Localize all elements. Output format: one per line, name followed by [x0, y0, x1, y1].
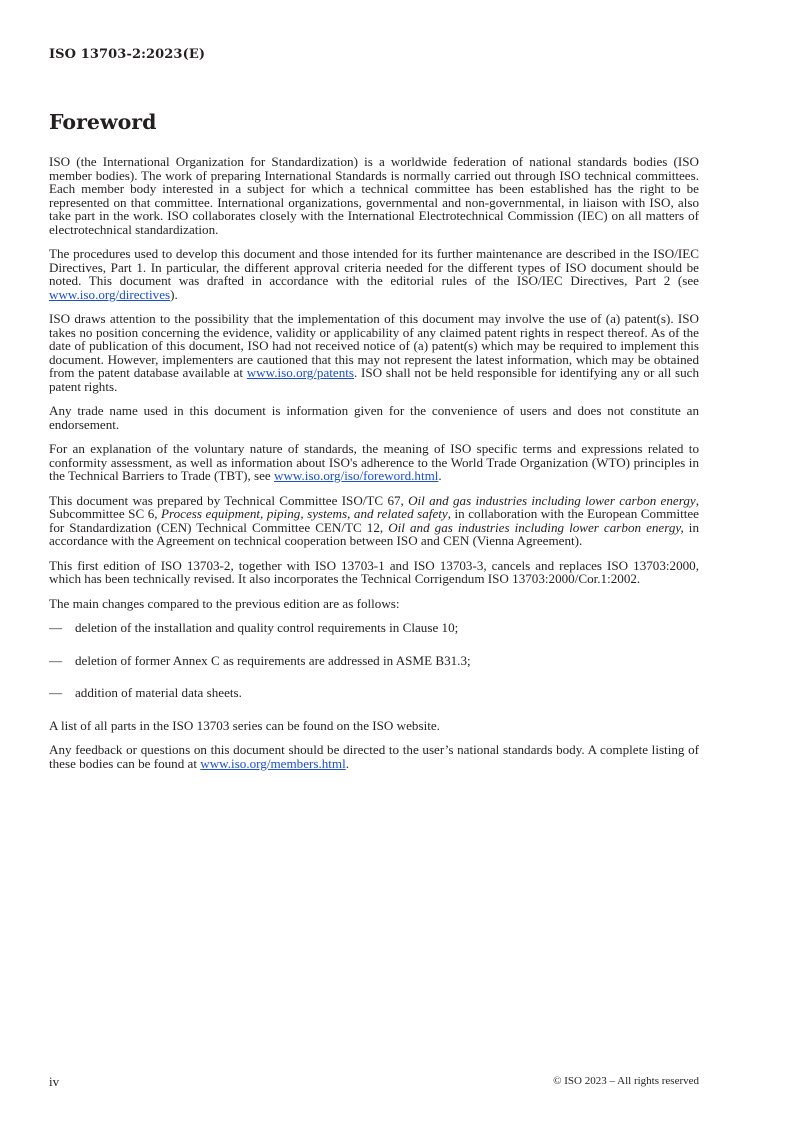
members-link[interactable]: www.iso.org/members.html [200, 755, 346, 771]
paragraph-text: ISO (the International Organization for Standardization) is a worldwide federation of national standards bodies (ISO member bodies). The work of preparing International Standards is normally carried out through ISO technical committees. Each member body interested in a subject for which a technical committee has been established has the right to be represented on that committee. International organizations, governmental and non-governmental, in liaison with ISO, also take part in the work. ISO collaborates closely with the International Electrotechnical Commission (IEC) on all matters of electrotechnical standardization. [49, 154, 699, 237]
dash-bullet: — [49, 620, 63, 635]
paragraph-text: Any feedback or questions on this document should be directed to the user’s national standards body. A complete listing of these bodies can be found at [49, 742, 699, 771]
paragraph-series-parts [49, 719, 699, 733]
list-item-text: addition of material data sheets. [75, 685, 242, 700]
list-item-text: deletion of the installation and quality control requirements in Clause 10; [75, 620, 459, 635]
page-title: Foreword [49, 110, 157, 134]
list-item [49, 686, 699, 700]
page-number: iv [49, 1074, 60, 1089]
paragraph-text: ISO draws attention to the possibility that the implementation of this document may involve the use of (a) patent(s). ISO takes no position concerning the evidence, validity or applicability of any claimed patent rights in respect thereof. As of the date of publication of this document, ISO had not received notice of (a) patent(s) which may be required to implement this document. However, implementers are cautioned that this may not represent the latest information, which may be obtained from the patent database available at [49, 311, 699, 380]
paragraph-patents [49, 312, 699, 393]
paragraph-iso-federation [49, 155, 699, 236]
paragraph-text: ). [170, 286, 178, 302]
paragraph-text: For an explanation of the voluntary nature of standards, the meaning of ISO specific terms and expressions related to conformity assessment, as well as information about ISO's adherence to the World Trade Organization (WTO) principles in the Technical Barriers to Trade (TBT), see [49, 441, 699, 483]
committee-title: Oil and gas industries including lower carbon energy [408, 492, 696, 508]
paragraph-text: Any trade name used in this document is information given for the convenience of users and does not constitute an endorsement. [49, 403, 699, 432]
paragraph-text: . ISO shall not be held responsible for identifying any or all such patent rights. [49, 365, 700, 394]
paragraph-text: This first edition of ISO 13703-2, together with ISO 13703-1 and ISO 13703-3, cancels and replaces ISO 13703:2000, which has been technically revised. It also incorporates the Technical Corrigendum ISO 13703:2000/Cor.1:2002. [49, 557, 699, 586]
paragraph-trade-name [49, 404, 699, 431]
paragraph-voluntary-nature [49, 442, 699, 483]
directives-link[interactable]: www.iso.org/directives [49, 286, 171, 302]
paragraph-feedback [49, 743, 699, 770]
paragraph-text: . [438, 468, 442, 483]
list-item-text: deletion of former Annex C as requirements are addressed in ASME B31.3; [75, 652, 471, 668]
paragraph-text: The procedures used to develop this document and those intended for its further maintenance are described in the ISO/IEC Directives, Part 1. In particular, the different approval criteria needed for the different types of ISO document should be noted. This document was drafted in accordance with the editorial rules of the ISO/IEC Directives, Part 2 (see [49, 246, 699, 288]
patents-link[interactable]: www.iso.org/patents [246, 365, 355, 380]
dash-bullet: — [49, 652, 63, 668]
paragraph-edition [49, 559, 699, 586]
paragraph-procedures [49, 247, 699, 301]
document-id-header: ISO 13703-2:2023(E) [49, 47, 206, 62]
changes-list [49, 621, 699, 700]
list-item [49, 621, 699, 635]
paragraph-text: , in collaboration with the European Committee for Standardization (CEN) Technical Committee CEN/TC 12, [49, 506, 699, 535]
list-item [49, 654, 699, 668]
copyright-notice: © ISO 2023 – All rights reserved [553, 1075, 699, 1087]
paragraph-text: A list of all parts in the ISO 13703 series can be found on the ISO website. [49, 717, 440, 733]
paragraph-text: in accordance with the Agreement on technical cooperation between ISO and CEN (Vienna Agreement). [49, 519, 699, 548]
cen-committee-title: Oil and gas industries including lower carbon energy, [388, 519, 684, 535]
paragraph-text: . [345, 755, 350, 771]
paragraph-text: , Subcommittee SC 6, [49, 492, 699, 521]
foreword-body [49, 155, 699, 781]
paragraph-prepared-by [49, 494, 699, 548]
subcommittee-title: Process equipment, piping, systems, and related safety [161, 506, 448, 521]
foreword-link[interactable]: www.iso.org/iso/foreword.html [274, 468, 439, 483]
paragraph-text: The main changes compared to the previous edition are as follows: [49, 595, 400, 611]
paragraph-text: This document was prepared by Technical Committee ISO/TC 67, [49, 492, 409, 508]
dash-bullet: — [49, 685, 63, 700]
paragraph-main-changes [49, 597, 699, 611]
